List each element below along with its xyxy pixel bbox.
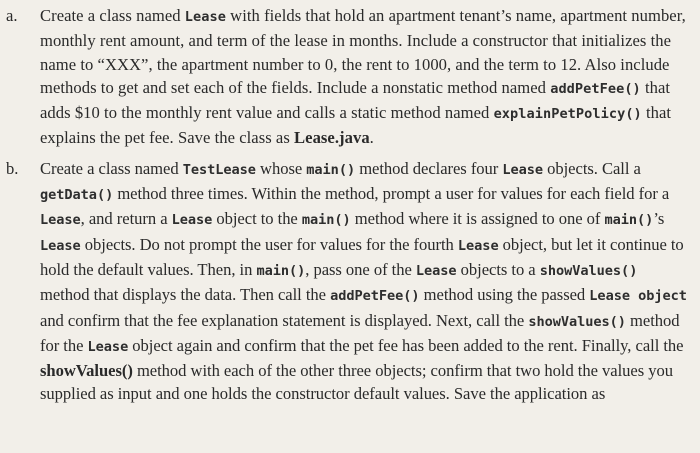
- text-segment: method using the passed: [419, 285, 590, 305]
- text-segment: method for the: [40, 310, 680, 355]
- text-segment: objects to a: [456, 259, 540, 279]
- item-marker: b.: [6, 158, 19, 178]
- text-segment: method that displays the data. Then call the: [40, 285, 331, 305]
- exercise-item-b: [6, 157, 690, 406]
- text-segment: method declares four: [355, 158, 503, 178]
- text-segment: object, but let it continue to hold the default values. Then, in: [40, 234, 684, 279]
- text-segment: method with each of the other three objects; confirm that two hold the values you supplied as input and one holds the constructor default values. Save the application as: [40, 361, 673, 404]
- code-term: Lease: [40, 212, 81, 229]
- text-segment: method where it is assigned to one of: [350, 209, 605, 229]
- code-term: getData(): [40, 187, 114, 204]
- code-term: addPetFee(): [550, 80, 641, 97]
- code-term: Lease: [502, 161, 544, 178]
- code-term: showValues(): [539, 262, 638, 279]
- code-term: main(): [256, 262, 306, 279]
- text-segment: ’s: [653, 209, 665, 229]
- text-segment: that adds $10 to the monthly rent value and calls a static method named: [40, 77, 671, 123]
- filename-bold: Lease.java: [294, 128, 370, 148]
- code-term: main(): [306, 161, 356, 178]
- text-segment: and confirm that the fee explanation statement is displayed. Next, call the: [40, 310, 529, 330]
- text-segment: object again and confirm that the pet fee has been added to the rent. Finally, call the: [128, 335, 684, 355]
- filename-bold: showValues(): [40, 361, 133, 381]
- code-term: showValues(): [528, 313, 626, 330]
- exercise-item-a: [6, 4, 690, 150]
- code-term: addPetFee(): [330, 288, 420, 305]
- text-segment: .: [369, 128, 374, 148]
- text-segment: object to the: [212, 209, 302, 229]
- text-segment: objects. Call a: [543, 158, 641, 178]
- code-term: Lease: [40, 237, 81, 254]
- text-segment: Create a class named: [40, 6, 185, 25]
- code-term: Lease: [415, 262, 457, 279]
- item-marker: a.: [6, 6, 18, 25]
- text-segment: , and return a: [80, 209, 172, 229]
- text-segment: Create a class named: [40, 158, 183, 178]
- text-segment: method three times. Within the method, prompt a user for values for each field for a: [113, 184, 670, 204]
- text-segment: with fields that hold an apartment tenant’s name, apartment number, monthly rent amount, and term of the lease in months. Include a constructor that initializes the name to “XXX”, the apartment number to 0, the rent to 1000, and the term to 12. Also include methods to get and set each of the fields. Include a nonstatic method named: [40, 6, 686, 97]
- text-segment: , pass one of the: [305, 259, 416, 279]
- code-term: Lease: [457, 237, 499, 254]
- text-segment: whose: [255, 158, 307, 178]
- code-term: TestLease: [182, 161, 256, 178]
- code-term: explainPetPolicy(): [493, 106, 642, 123]
- code-term: Lease: [171, 212, 213, 229]
- code-term: main(): [301, 212, 351, 229]
- code-term: Lease object: [589, 288, 687, 305]
- code-term: Lease: [87, 338, 129, 355]
- text-segment: that explains the pet fee. Save the class as: [40, 103, 672, 148]
- code-term: Lease: [184, 9, 226, 25]
- item-text: [40, 4, 690, 150]
- code-term: main(): [604, 212, 654, 229]
- item-text: [40, 157, 690, 406]
- text-segment: objects. Do not prompt the user for values for the fourth: [80, 234, 458, 254]
